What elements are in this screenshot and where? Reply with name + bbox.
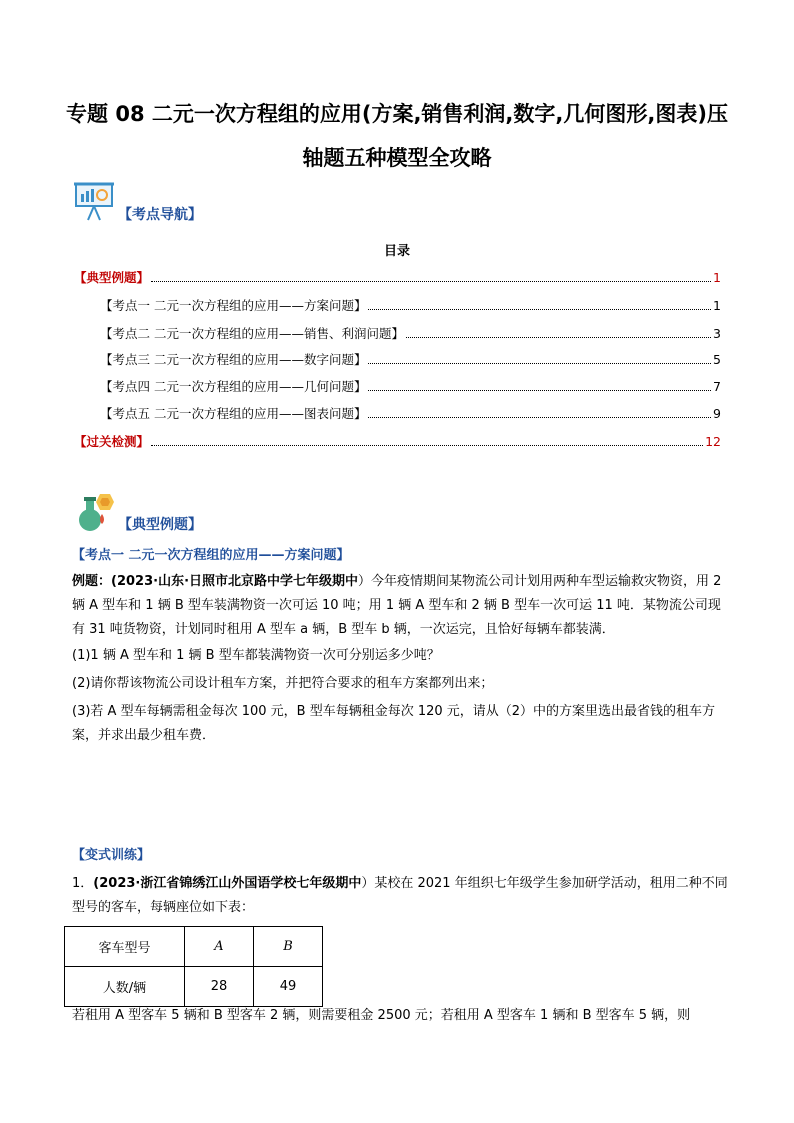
table-cell: 49 bbox=[254, 967, 323, 1007]
example-question-2: (2)请你帮该物流公司设计租车方案，并把符合要求的租车方案都列出来； bbox=[72, 676, 494, 691]
kp1-title: 【考点一 二元一次方程组的应用——方案问题】 bbox=[72, 548, 350, 563]
table-header-cell: B bbox=[254, 927, 323, 967]
toc-entry-kp3[interactable]: 【考点三 二元一次方程组的应用——数字问题】 5 bbox=[100, 352, 721, 367]
bus-seat-table bbox=[64, 926, 323, 1007]
toc-title: 目录 bbox=[383, 244, 410, 259]
title-line-2: 轴题五种模型全攻略 bbox=[302, 146, 492, 170]
table-row bbox=[65, 927, 323, 967]
example-section-header bbox=[72, 490, 202, 534]
table-header-cell: 客车型号 bbox=[65, 927, 185, 967]
table-cell: 28 bbox=[185, 967, 254, 1007]
example-question-3: (3)若 A 型车每辆需租金每次 100 元，B 型车每辆租金每次 120 元，请从（2）中的方案里选出最省钱的租车方案，并求出最少租车费． bbox=[72, 704, 716, 743]
title-line-1: 专题 08 二元一次方程组的应用(方案,销售利润,数字,几何图形,图表)压 bbox=[66, 102, 728, 126]
table-header-cell: A bbox=[185, 927, 254, 967]
table-cell: 人数/辆 bbox=[65, 967, 185, 1007]
example-problem bbox=[72, 570, 728, 748]
table-row bbox=[65, 967, 323, 1007]
example-question-1: (1)1 辆 A 型车和 1 辆 B 型车都装满物资一次可分别运多少吨？ bbox=[72, 648, 440, 663]
flask-icon bbox=[72, 490, 116, 534]
toc-entry-checkup[interactable]: 【过关检测】 12 bbox=[74, 434, 721, 449]
example-stem: 例题：(2023·山东·日照市北京路中学七年级期中）今年疫情期间某物流公司计划用两种车型运输救灾物资，用 2 辆 A 型车和 1 辆 B 型车装满物资一次可运 10 吨；用 1 辆 A 型车和 2 辆 B 型车一次可运 11 吨．某物流公司现有 31 吨货物资，计划同时租用 A 型车 a 辆，B 型车 b 辆，一次运完，且恰好每辆车都装满． bbox=[72, 574, 722, 637]
page-title bbox=[60, 92, 734, 180]
example-section-label: 【典型例题】 bbox=[118, 517, 202, 533]
variant-problem: 1．(2023·浙江省锦绣江山外国语学校七年级期中）某校在 2021 年组织七年级学生参加研学活动，租用二种不同型号的客车，每辆座位如下表： bbox=[72, 876, 728, 915]
toc-entry-kp5[interactable]: 【考点五 二元一次方程组的应用——图表问题】 9 bbox=[100, 406, 721, 421]
variant-title: 【变式训练】 bbox=[72, 848, 151, 863]
nav-section-label: 【考点导航】 bbox=[118, 207, 202, 223]
toc-entry-examples[interactable]: 【典型例题】 1 bbox=[74, 270, 721, 285]
toc-entry-kp2[interactable]: 【考点二 二元一次方程组的应用——销售、利润问题】 3 bbox=[100, 326, 721, 341]
toc-entry-kp1[interactable]: 【考点一 二元一次方程组的应用——方案问题】 1 bbox=[100, 298, 721, 313]
toc-entry-kp4[interactable]: 【考点四 二元一次方程组的应用——几何问题】 7 bbox=[100, 379, 721, 394]
variant-continuation: 若租用 A 型客车 5 辆和 B 型客车 2 辆，则需要租金 2500 元；若租用 A 型客车 1 辆和 B 型客车 5 辆，则 bbox=[72, 1008, 691, 1023]
presentation-board-icon bbox=[72, 180, 116, 224]
nav-section-header bbox=[72, 180, 202, 224]
